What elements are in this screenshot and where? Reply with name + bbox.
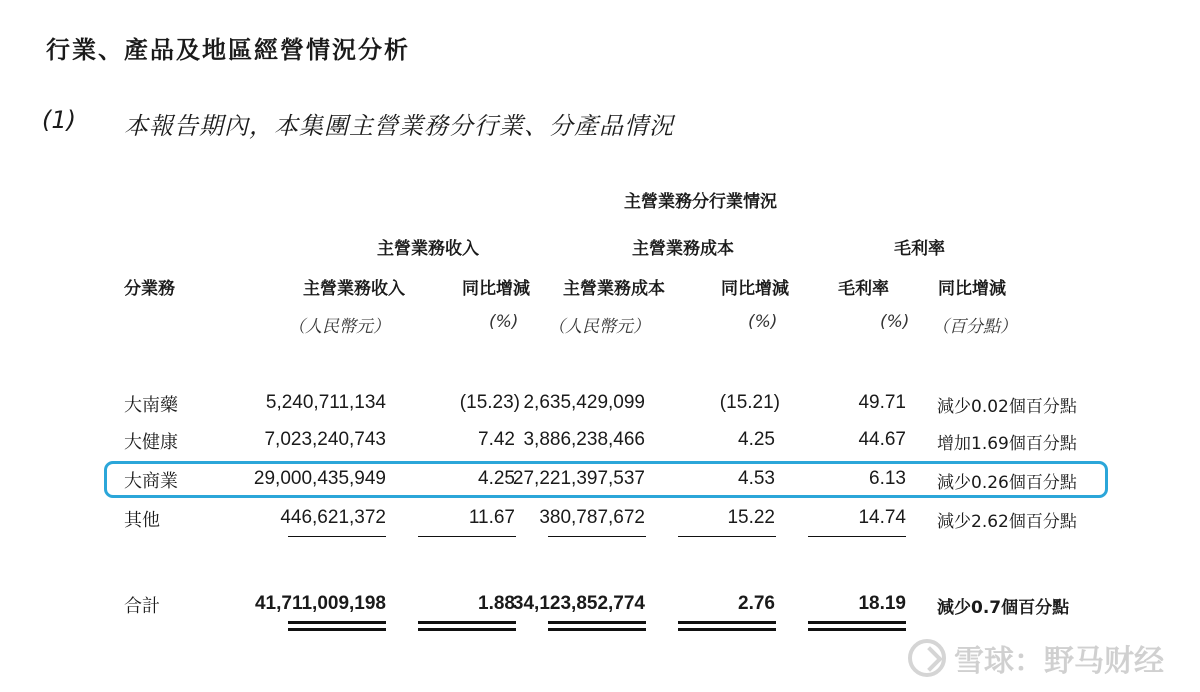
- cost-value: 380,787,672: [539, 507, 645, 528]
- segment-label: 大商業: [124, 471, 178, 492]
- total-double-rule: [808, 628, 906, 631]
- margin-yoy-value: 減少2.62個百分點: [937, 512, 1077, 532]
- revenue-value: 29,000,435,949: [253, 468, 386, 489]
- unit-revenue-yoy: (%): [489, 312, 519, 332]
- cost-yoy-value: (15.21): [719, 392, 780, 413]
- margin-value: 44.67: [858, 429, 906, 450]
- revenue-yoy-value: 4.25: [478, 468, 515, 489]
- watermark-brand: 雪球: [954, 644, 1014, 679]
- total-revenue-yoy-value: 1.88: [478, 593, 515, 614]
- page-heading: 行業、產品及地區經營情況分析: [46, 36, 410, 64]
- total-cost-yoy-value: 2.76: [738, 593, 775, 614]
- column-header-revenue-yoy: 同比增減: [462, 279, 530, 299]
- margin-value: 49.71: [858, 392, 906, 413]
- subtotal-rule: [548, 536, 646, 537]
- margin-value: 6.13: [869, 468, 906, 489]
- subtotal-rule: [418, 536, 516, 537]
- column-header-cost-yoy: 同比增減: [721, 279, 789, 299]
- subtotal-rule: [808, 536, 906, 537]
- cost-value: 27,221,397,537: [512, 468, 645, 489]
- total-double-rule: [808, 621, 906, 624]
- total-double-rule: [288, 621, 386, 624]
- total-double-rule: [548, 621, 646, 624]
- segment-label: 其他: [124, 510, 160, 531]
- margin-yoy-value: 減少0.26個百分點: [937, 473, 1077, 493]
- total-margin-value: 18.19: [858, 593, 906, 614]
- revenue-yoy-value: 11.67: [468, 507, 515, 528]
- revenue-yoy-value: 7.42: [478, 429, 515, 450]
- total-double-rule: [678, 628, 776, 631]
- watermark-author: 野马财经: [1044, 644, 1164, 679]
- unit-cost-yoy: (%): [748, 312, 778, 332]
- group-header-revenue: 主營業務收入: [377, 239, 479, 259]
- group-header-cost: 主營業務成本: [632, 239, 734, 259]
- group-header-margin: 毛利率: [894, 239, 945, 259]
- column-header-margin-yoy: 同比增減: [938, 279, 1006, 299]
- cost-value: 2,635,429,099: [523, 392, 645, 413]
- row-highlight-box: [104, 461, 1108, 498]
- margin-value: 14.74: [858, 507, 906, 528]
- watermark: [908, 636, 1164, 680]
- margin-yoy-value: 增加1.69個百分點: [937, 434, 1077, 454]
- total-label: 合計: [124, 596, 160, 617]
- unit-margin: (%): [880, 312, 910, 332]
- total-double-rule: [288, 628, 386, 631]
- cost-yoy-value: 15.22: [727, 507, 775, 528]
- total-double-rule: [548, 628, 646, 631]
- margin-yoy-value: 減少0.02個百分點: [937, 397, 1077, 417]
- revenue-value: 5,240,711,134: [265, 392, 386, 413]
- cost-yoy-value: 4.53: [738, 468, 775, 489]
- column-header-revenue: 主營業務收入: [303, 279, 405, 299]
- column-header-segment: 分業務: [124, 279, 175, 299]
- revenue-yoy-value: (15.23): [459, 392, 520, 413]
- total-double-rule: [418, 628, 516, 631]
- column-header-cost: 主營業務成本: [563, 279, 665, 299]
- unit-revenue: （人民幣元）: [288, 317, 390, 337]
- segment-label: 大南藥: [124, 395, 178, 416]
- section-title: 本報告期內，本集團主營業務分行業、分產品情況: [124, 112, 674, 140]
- unit-cost: （人民幣元）: [548, 317, 650, 337]
- revenue-value: 446,621,372: [280, 507, 386, 528]
- total-double-rule: [418, 621, 516, 624]
- segment-label: 大健康: [124, 432, 178, 453]
- cost-value: 3,886,238,466: [523, 429, 645, 450]
- watermark-separator: ：: [1014, 644, 1044, 679]
- total-cost-value: 34,123,852,774: [512, 593, 645, 614]
- total-revenue-value: 41,711,009,198: [254, 593, 386, 614]
- subtotal-rule: [678, 536, 776, 537]
- snowball-logo-icon: [908, 639, 946, 677]
- revenue-value: 7,023,240,743: [264, 429, 386, 450]
- section-number: (1): [42, 106, 76, 134]
- table-caption: 主營業務分行業情況: [624, 192, 777, 212]
- column-header-margin: 毛利率: [838, 279, 889, 299]
- total-margin-yoy-value: 減少0.7個百分點: [937, 598, 1070, 618]
- subtotal-rule: [288, 536, 386, 537]
- unit-margin-yoy: （百分點）: [932, 317, 1017, 337]
- total-double-rule: [678, 621, 776, 624]
- cost-yoy-value: 4.25: [738, 429, 775, 450]
